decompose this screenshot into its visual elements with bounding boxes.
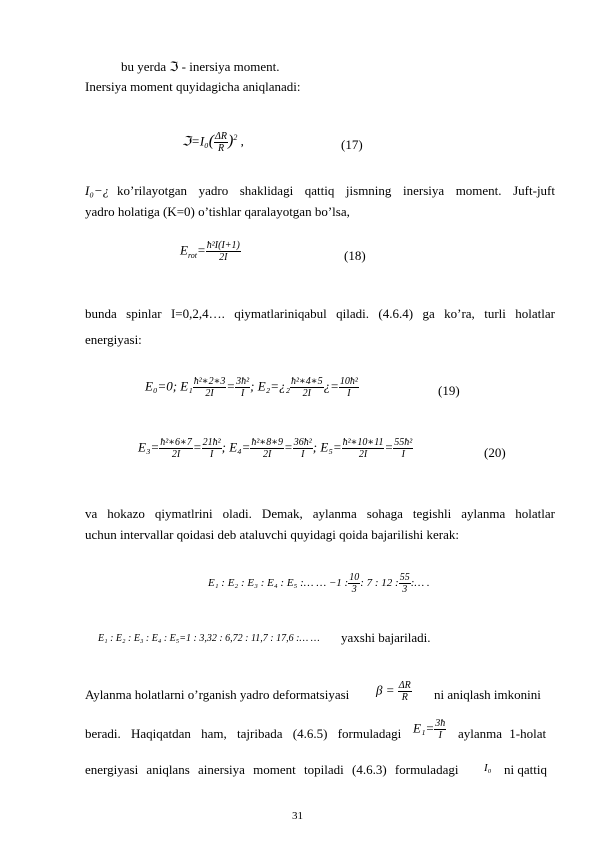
equation-number-17: (17) (341, 137, 363, 152)
text-line-inertia-intro: Inersiya moment quyidagicha aniqlanadi: (85, 79, 301, 94)
equation-number-19: (19) (438, 383, 460, 398)
i0-inline: I₀ (484, 762, 492, 774)
equation-number-20: (20) (484, 445, 506, 460)
e1-formula: E₁= $\frac{3ħ}{I}$ (413, 718, 446, 741)
equation-number-18: (18) (344, 248, 366, 263)
equation-17: ℑ=I₀( $\frac{\Delta R}{R}$ )$^2$ , (182, 130, 244, 154)
text-line-experiment-a: beradi. Haqiqatdan ham, tajribada (4.6.5) formuladagi (85, 726, 402, 741)
text-line-interval-rule: uchun intervallar qoidasi deb ataluvchi quyidagi qoida bajarilishi kerak: (85, 527, 459, 542)
text-line-experiment-b: aylanma 1-holat (458, 726, 547, 741)
i0-symbol: I₀−¿ (85, 183, 110, 198)
equation-ratio-experimental: E₁ : E₂ : E₃ : E₄ : E₅=1 : 3,32 : 6,72 : 11,7 : 17,6 :… … (98, 633, 320, 644)
text-line-deformation-b: ni aniqlash imkonini (434, 687, 541, 702)
paragraph-rigid-body: ko’rilayotgan yadro shaklidagi qattiq jismning inersiya moment. Juft-juft (117, 183, 555, 198)
text-line-even-even: yadro holatiga (K=0) o’tishlar qaralayotgan bo’lsa, (85, 204, 350, 219)
text-line-energy-found-b: ni qattiq (504, 762, 547, 777)
text-line-energy-found-a: energiyasi aniqlans ainersiya moment topiladi (4.6.3) formuladagi (85, 762, 459, 777)
equation-19: E₀=0; E₁ $\frac{\text{ħ²∗2∗3}}{2I}$ = $\frac{\text{3ħ²}}{I}$ ; E₂=¿₂ $\frac{\text{ħ²∗4∗5}}{2I}$ ¿= $\frac{\text{10ħ²}}{I}$ (145, 376, 358, 399)
equation-18: $E_{rot}=$ $\frac{\text{ħ²I(I+1)}}{2I}$ (180, 240, 240, 263)
text-good-agreement: yaxshi bajariladi. (341, 630, 431, 645)
equation-20: E₃= $\frac{\text{ħ²∗6∗7}}{2I}$ = $\frac{\text{21ħ²}}{I}$ ; E₄= $\frac{\text{ħ²∗8∗9}}{2I}$ = $\frac{\text{36ħ²}}{I}$ ; E₅= $\frac{\text{ħ²∗10∗11}}{2I}$ = $\frac{\text{55ħ²}}{I}$ (138, 437, 413, 460)
text-line-inertia-definition: bu yerda ℑ - inersiya moment. (121, 59, 280, 74)
equation-ratio-theoretical: E₁ : E₂ : E₃ : E₄ : E₅ :… … −1 : $\frac{10}{3}$ : 7 : 12 : $\frac{55}{3}$ :… . (208, 572, 430, 595)
paragraph-spins: bunda spinlar I=0,2,4…. qiymatlariniqabul qiladi. (4.6.4) ga ko’ra, turli holatlar (85, 306, 555, 321)
text-line-deformation-a: Aylanma holatlarni o’rganish yadro deformatsiyasi (85, 687, 350, 702)
text-line-energy: energiyasi: (85, 332, 142, 347)
beta-formula: β = $\frac{\Delta R}{R}$ (376, 680, 411, 703)
page-number: 31 (292, 810, 303, 822)
paragraph-rotational-band: va hokazo qiymatlrini oladi. Demak, aylanma sohaga tegishli aylanma holatlar (85, 506, 555, 521)
